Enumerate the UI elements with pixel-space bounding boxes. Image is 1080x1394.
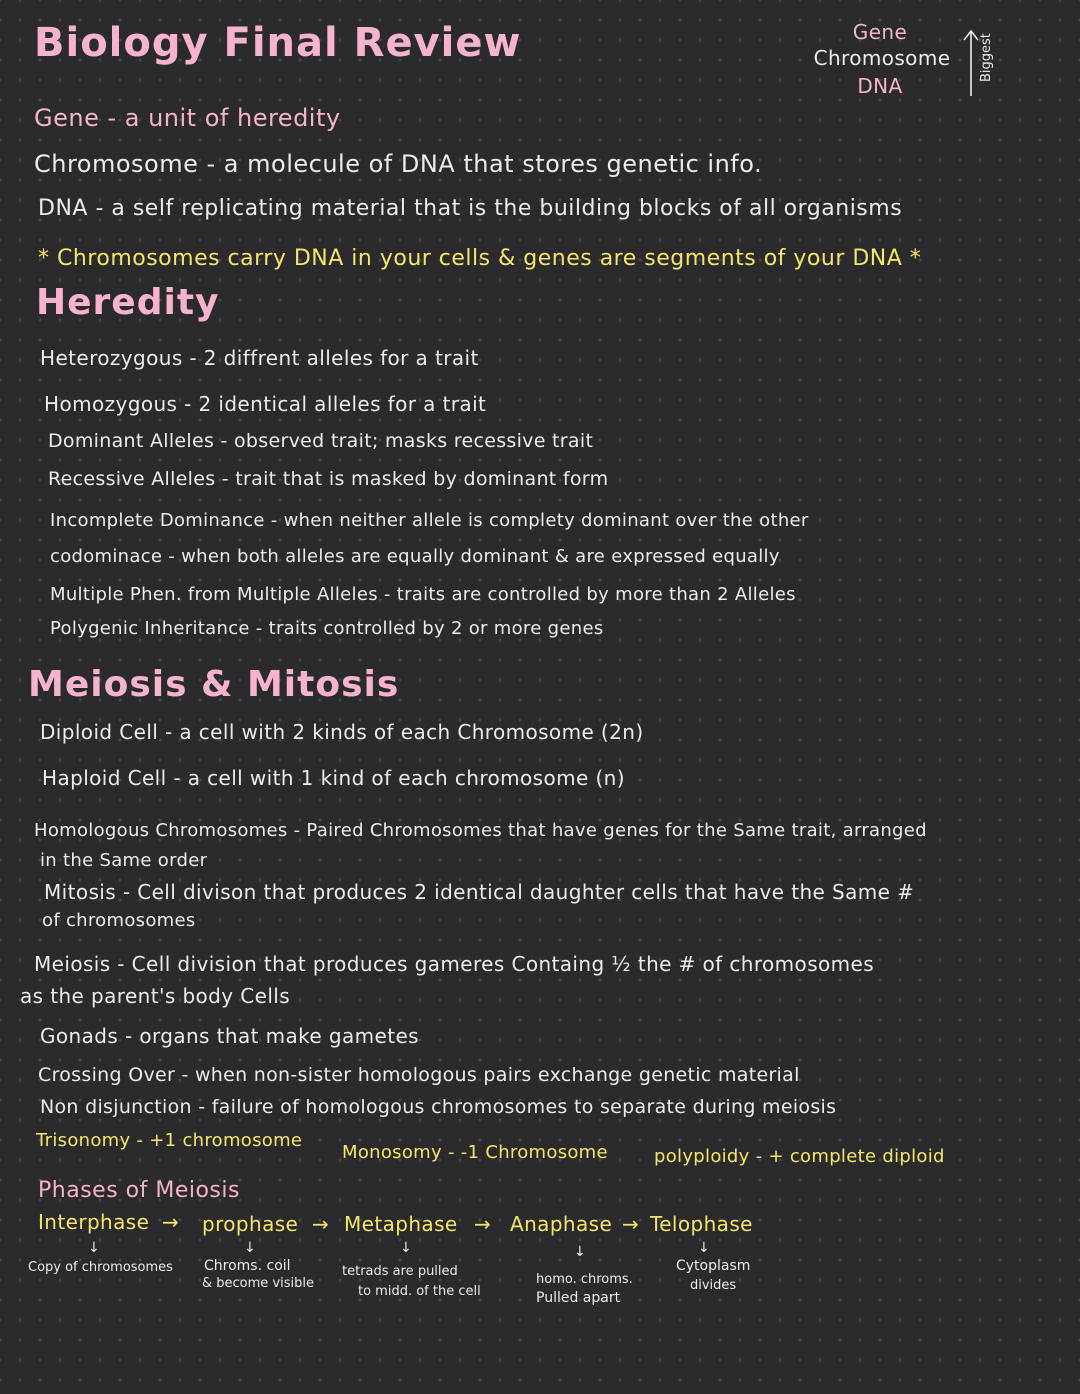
- def-monosomy: Monosomy - -1 Chromosome: [342, 1142, 608, 1163]
- def-trisomy: Trisonomy - +1 chromosome: [36, 1130, 303, 1151]
- def-mitosis-cont: of chromosomes: [42, 910, 196, 931]
- phase-desc: Copy of chromosomes: [28, 1260, 173, 1275]
- phase-telophase: Telophase: [650, 1212, 753, 1236]
- def-diploid: Diploid Cell - a cell with 2 kinds of each Chromosome (2n): [40, 720, 644, 744]
- down-arrow-icon: ↓: [698, 1240, 710, 1256]
- scale-gene: Gene: [852, 20, 908, 44]
- phase-desc: to midd. of the cell: [358, 1284, 481, 1299]
- list-item: Dominant Alleles - observed trait; masks recessive trait: [48, 430, 594, 452]
- def-gene: Gene - a unit of heredity: [34, 104, 341, 132]
- arrow-icon: →: [474, 1212, 492, 1236]
- def-haploid: Haploid Cell - a cell with 1 kind of each chromosome (n): [42, 766, 625, 790]
- list-item: Multiple Phen. from Multiple Alleles - traits are controlled by more than 2 Alleles: [50, 584, 796, 605]
- def-gonads: Gonads - organs that make gametes: [40, 1024, 419, 1048]
- phase-prophase: prophase: [202, 1212, 299, 1236]
- phase-desc: divides: [690, 1278, 737, 1293]
- list-item: Polygenic Inheritance - traits controlled by 2 or more genes: [50, 618, 604, 639]
- down-arrow-icon: ↓: [400, 1240, 412, 1256]
- scale-label: Biggest: [979, 33, 994, 82]
- down-arrow-icon: ↓: [574, 1244, 586, 1260]
- down-arrow-icon: ↓: [88, 1240, 100, 1256]
- def-chromosome: Chromosome - a molecule of DNA that stores genetic info.: [34, 150, 763, 178]
- list-item: Homozygous - 2 identical alleles for a trait: [44, 392, 487, 416]
- heading-phases: Phases of Meiosis: [38, 1178, 240, 1203]
- page-title: Biology Final Review: [34, 20, 522, 66]
- scale-chromosome: Chromosome: [813, 46, 951, 70]
- def-homologous-cont: in the Same order: [40, 850, 208, 871]
- def-nondisjunction: Non disjunction - failure of homologous chromosomes to separate during meiosis: [40, 1096, 837, 1118]
- phase-desc: tetrads are pulled: [342, 1264, 458, 1279]
- def-note: * Chromosomes carry DNA in your cells & genes are segments of your DNA *: [38, 246, 922, 271]
- arrow-icon: →: [312, 1212, 330, 1236]
- def-dna: DNA - a self replicating material that is the building blocks of all organisms: [38, 196, 903, 221]
- def-meiosis-cont: as the parent's body Cells: [20, 984, 291, 1008]
- phase-anaphase: Anaphase: [510, 1212, 613, 1236]
- phase-desc: Cytoplasm: [676, 1258, 751, 1274]
- list-item: Incomplete Dominance - when neither allele is complety dominant over the other: [50, 510, 809, 531]
- phase-desc: homo. chroms.: [536, 1272, 633, 1287]
- scale-dna: DNA: [857, 74, 903, 98]
- phase-interphase: Interphase: [38, 1210, 150, 1234]
- arrow-icon: →: [162, 1210, 180, 1234]
- arrow-icon: →: [622, 1212, 640, 1236]
- def-mitosis: Mitosis - Cell divison that produces 2 identical daughter cells that have the Same #: [44, 880, 915, 904]
- def-meiosis: Meiosis - Cell division that produces gameres Containg ½ the # of chromosomes: [34, 952, 875, 976]
- down-arrow-icon: ↓: [244, 1240, 256, 1256]
- phase-desc: Pulled apart: [536, 1290, 621, 1306]
- def-crossing-over: Crossing Over - when non-sister homologous pairs exchange genetic material: [38, 1064, 800, 1086]
- phase-desc: & become visible: [202, 1276, 314, 1291]
- list-item: Heterozygous - 2 diffrent alleles for a trait: [40, 346, 479, 370]
- heading-heredity: Heredity: [36, 282, 220, 323]
- def-homologous: Homologous Chromosomes - Paired Chromosomes that have genes for the Same trait, arranged: [34, 820, 927, 841]
- phase-metaphase: Metaphase: [344, 1212, 458, 1236]
- def-polyploidy: polyploidy - + complete diploid: [654, 1146, 945, 1167]
- list-item: Recessive Alleles - trait that is masked by dominant form: [48, 468, 609, 490]
- phase-desc: Chroms. coil: [204, 1258, 291, 1274]
- list-item: codominace - when both alleles are equally dominant & are expressed equally: [50, 546, 780, 567]
- heading-meiosis-mitosis: Meiosis & Mitosis: [28, 664, 400, 705]
